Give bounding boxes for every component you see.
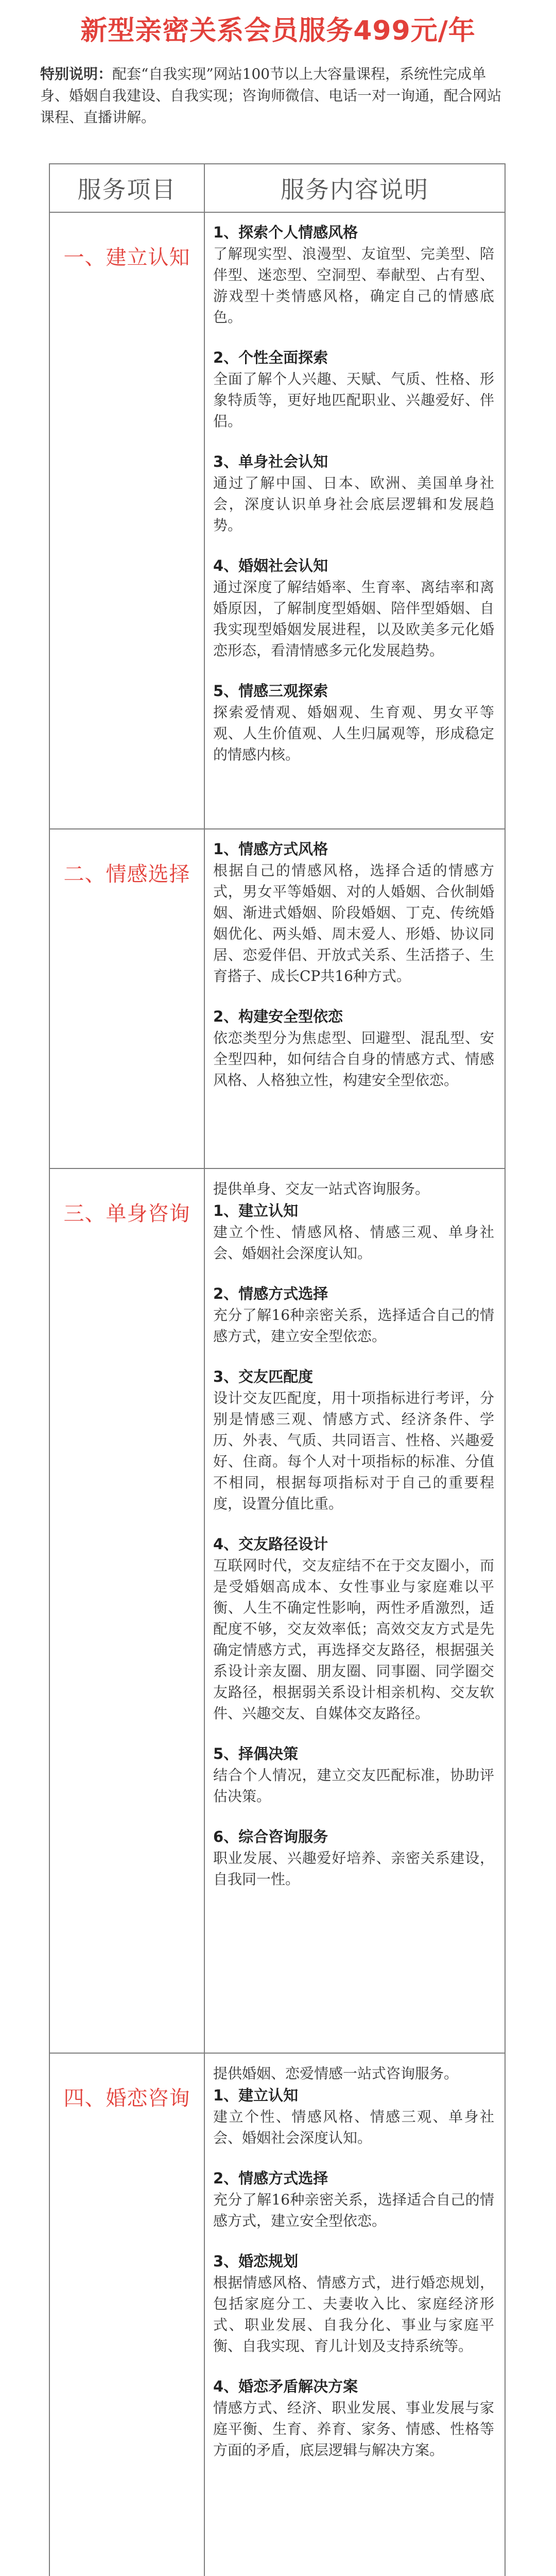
- item-heading: 3、交友匹配度: [213, 1368, 314, 1385]
- item-description: 探索爱情观、婚姻观、生育观、男女平等观、人生价值观、人生归属观等，形成稳定的情感内核。: [213, 704, 494, 763]
- category-cell: [50, 213, 205, 828]
- item-heading: 4、婚姻社会认知: [213, 557, 328, 574]
- item-heading: 1、建立认知: [213, 2087, 299, 2104]
- table-row: [50, 2054, 505, 2576]
- row-intro: 提供单身、交友一站式咨询服务。: [213, 1180, 430, 1197]
- category-label: 二、情感选择: [63, 862, 190, 886]
- item-heading: 3、婚恋规划: [213, 2252, 299, 2270]
- row-intro: 提供婚姻、恋爱情感一站式咨询服务。: [213, 2065, 459, 2082]
- item-description: 建立个性、情感风格、情感三观、单身社会、婚姻社会深度认知。: [213, 2108, 494, 2146]
- item-description: 根据自己的情感风格，选择合适的情感方式，男女平等婚姻、对的人婚姻、合伙制婚姻、渐进式婚姻、阶段婚姻、丁克、传统婚姻优化、两头婚、周末爱人、形婚、协议同居、恋爱伴侣、开放式关系、生活搭子、生育搭子、成长CP共16种方式。: [213, 862, 494, 985]
- item-heading: 1、建立认知: [213, 1202, 299, 1219]
- item-description: 通过了解中国、日本、欧洲、美国单身社会，深度认识单身社会底层逻辑和发展趋势。: [213, 474, 494, 534]
- item-description: 充分了解16种亲密关系，选择适合自己的情感方式，建立安全型依恋。: [213, 2191, 494, 2229]
- list-item: [213, 1743, 494, 1807]
- item-heading: 2、情感方式选择: [213, 1285, 328, 1302]
- list-item: [213, 1534, 494, 1724]
- item-description: 根据情感风格、情感方式，进行婚恋规划，包括家庭分工、夫妻收入比、家庭经济形式、职业发展、自我分化、事业与家庭平衡、自我实现、育儿计划及支持系统等。: [213, 2274, 494, 2354]
- item-heading: 4、交友路径设计: [213, 1535, 328, 1553]
- content-cell: [205, 829, 505, 1168]
- table-row: [50, 829, 505, 1169]
- category-cell: [50, 1169, 205, 2053]
- item-description: 全面了解个人兴趣、天赋、气质、性格、形象特质等，更好地匹配职业、兴趣爱好、伴侣。: [213, 370, 494, 430]
- item-heading: 5、择偶决策: [213, 1745, 299, 1762]
- content-cell: [205, 213, 505, 828]
- list-item: [213, 2085, 494, 2148]
- item-description: 结合个人情况，建立交友匹配标准，协助评估决策。: [213, 1767, 494, 1805]
- category-cell: [50, 2054, 205, 2576]
- page-title: 新型亲密关系会员服务499元/年: [80, 15, 476, 46]
- table-row: [50, 213, 505, 829]
- category-cell: [50, 829, 205, 1168]
- item-heading: 1、探索个人情感风格: [213, 224, 358, 241]
- list-item: [213, 1283, 494, 1347]
- item-description: 情感方式、经济、职业发展、事业发展与家庭平衡、生育、养育、家务、情感、性格等方面的矛盾，底层逻辑与解决方案。: [213, 2399, 494, 2459]
- service-table: [49, 163, 506, 2576]
- special-note-text: 配套“自我实现”网站100节以上大容量课程，系统性完成单身、婚姻自我建设、自我实现；咨询师微信、电话一对一询通，配合网站课程、直播讲解。: [40, 65, 502, 126]
- list-item: [213, 347, 494, 432]
- list-item: [213, 2168, 494, 2231]
- item-description: 通过深度了解结婚率、生育率、离结率和离婚原因，了解制度型婚姻、陪伴型婚姻、自我实现型婚姻发展进程，以及欧美多元化婚恋形态，看清情感多元化发展趋势。: [213, 579, 494, 659]
- list-item: [213, 555, 494, 661]
- item-heading: 4、婚恋矛盾解决方案: [213, 2378, 358, 2395]
- item-description: 职业发展、兴趣爱好培养、亲密关系建设，自我同一性。: [213, 1850, 494, 1888]
- content-cell: [205, 1169, 505, 2053]
- list-item: [213, 2376, 494, 2461]
- item-description: 充分了解16种亲密关系，选择适合自己的情感方式，建立安全型依恋。: [213, 1307, 494, 1345]
- item-description: 设计交友匹配度，用十项指标进行考评，分别是情感三观、情感方式、经济条件、学历、外表、气质、共同语言、性格、兴趣爱好、住商。每个人对十项指标的标准、分值不相同，根据每项指标对于自己的重要程度，设置分值比重。: [213, 1389, 494, 1512]
- list-item: [213, 1366, 494, 1514]
- item-heading: 1、情感方式风格: [213, 840, 328, 858]
- table-row: [50, 1169, 505, 2054]
- list-item: [213, 451, 494, 536]
- list-item: [213, 839, 494, 987]
- special-note: [40, 63, 511, 128]
- table-header-row: [50, 164, 505, 213]
- item-heading: 5、情感三观探索: [213, 682, 328, 700]
- category-label: 三、单身咨询: [63, 1202, 190, 1226]
- item-heading: 2、情感方式选择: [213, 2170, 328, 2187]
- list-item: [213, 1826, 494, 1890]
- item-heading: 2、个性全面探索: [213, 349, 328, 366]
- list-item: [213, 222, 494, 328]
- header-cell-item: [50, 164, 205, 212]
- special-note-label: 特别说明：: [40, 65, 113, 82]
- item-heading: 3、单身社会认知: [213, 453, 328, 470]
- item-description: 依恋类型分为焦虑型、回避型、混乱型、安全型四种，如何结合自身的情感方式、情感风格、人格独立性，构建安全型依恋。: [213, 1029, 494, 1089]
- header-service-item: 服务项目: [77, 176, 177, 204]
- item-description: 互联网时代，交友症结不在于交友圈小，而是受婚姻高成本、女性事业与家庭难以平衡、人生不确定性影响，两性矛盾激烈，适配度不够，交友效率低；高效交友方式是先确定情感方式，再选择交友路径，根据强关系设计亲友圈、朋友圈、同事圈、同学圈交友路径，根据弱关系设计相亲机构、交友软件、兴趣交友、自媒体交友路径。: [213, 1557, 494, 1722]
- category-label: 四、婚恋咨询: [63, 2087, 190, 2110]
- item-description: 建立个性、情感风格、情感三观、单身社会、婚姻社会深度认知。: [213, 1224, 494, 1262]
- list-item: [213, 1006, 494, 1091]
- list-item: [213, 681, 494, 765]
- content-cell: [205, 2054, 505, 2576]
- category-label: 一、建立认知: [63, 246, 190, 269]
- item-description: 了解现实型、浪漫型、友谊型、完美型、陪伴型、迷恋型、空洞型、奉献型、占有型、游戏型十类情感风格，确定自己的情感底色。: [213, 245, 494, 326]
- header-service-content: 服务内容说明: [281, 176, 429, 204]
- item-heading: 2、构建安全型依恋: [213, 1008, 343, 1025]
- list-item: [213, 1200, 494, 1264]
- header-cell-content: [205, 164, 505, 212]
- list-item: [213, 2251, 494, 2357]
- item-heading: 6、综合咨询服务: [213, 1828, 328, 1845]
